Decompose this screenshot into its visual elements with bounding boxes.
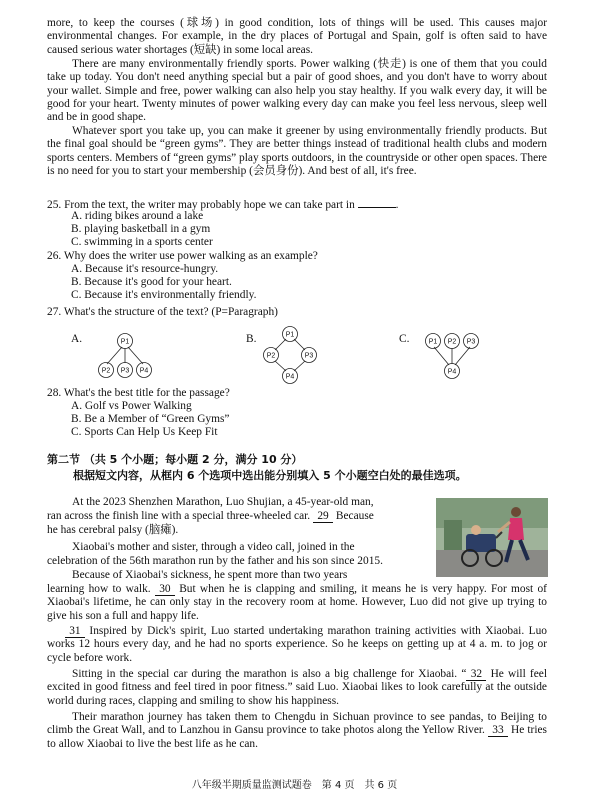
paragraph-green-gyms: Whatever sport you take up, you can make it greener by using environmentally friendly products. But the final goal should be “green gyms”. They are better things instead of traditional health clubs and modern sports centers. Members of “green gyms” play sports outdoors, in the countryside or other open spaces. There is no need for you to start your membership (会员身份). And best of all, it's free. [47, 125, 547, 177]
paragraph-power-walking: There are many environmentally friendly sports. Power walking (快走) is one of them that you could take up today. You don't need anything special but a pair of good shoes, and you don't have to worry about your wallet. Simple and free, power walking can also help you stay healthy. If you walk every day, it will be good for your heart. Twenty minutes of power walking every day can make you feel less nervous, sleep well and be in good shape. [47, 58, 547, 124]
blank-32: 32 [466, 669, 486, 681]
q28-option-b: B. Be a Member of “Green Gyms” [71, 413, 230, 425]
blank-33: 33 [488, 725, 508, 737]
passage-b-line-2 [47, 510, 430, 523]
diagram-b [264, 327, 317, 384]
passage-b-paragraph-3 [47, 583, 547, 623]
diagram-c [426, 334, 479, 379]
passage-b-p3b: But when he is clapping and smiling, it means he is very happy. For most of Xiaobai's lifetime, he can only stay in the recovery room at home. However, Luo did not give up trying to give his son a full and happy life. [47, 583, 547, 622]
q25-option-c: C. swimming in a sports center [71, 236, 213, 248]
diagram-a-label-p1: P1 [120, 338, 130, 346]
q25-option-b: B. playing basketball in a gym [71, 223, 211, 235]
passage-b-line-5: celebration of the 56th marathon run by the father and his son since 2015. [47, 555, 383, 567]
page-footer: 八年级半期质量监测试题卷 第 4 页 共 6 页 [191, 780, 398, 791]
paragraph-golf: more, to keep the courses (球场) in good condition, lots of things will be used. This causes major environmental changes. For example, in the dry places of Portugal and Spain, golf is often said to have caused serious water shortages (短缺) in some local areas. [47, 17, 547, 56]
passage-b-paragraph-6 [47, 711, 547, 751]
diagram-c-label-p2: P2 [447, 338, 457, 346]
passage-b-paragraph-4 [47, 625, 547, 665]
diagram-b-label-p1: P1 [285, 331, 295, 339]
passage-b-line-4: Xiaobai's mother and sister, through a video call, joined in the [72, 541, 355, 553]
question-26-stem: 26. Why does the writer use power walking as an example? [47, 250, 318, 262]
question-27-stem: 27. What's the structure of the text? (P=Paragraph) [47, 306, 278, 318]
q26-option-b: B. Because it's good for your heart. [71, 276, 232, 288]
question-28-stem: 28. What's the best title for the passage? [47, 387, 230, 399]
passage-b-paragraph-5 [47, 668, 547, 708]
blank-30: 30 [155, 584, 175, 596]
diagram-c-label-p3: P3 [466, 338, 476, 346]
q28-option-c: C. Sports Can Help Us Keep Fit [71, 426, 218, 438]
section-heading: 第二节 （共 5 个小题；每小题 2 分，满分 10 分） [47, 453, 303, 466]
q26-option-c: C. Because it's environmentally friendly. [71, 289, 257, 301]
question-25-stem: 25. From the text, the writer may probably hope we can take part in [47, 199, 355, 211]
question-25-end: . [395, 199, 399, 211]
q27-option-a-label: A. [71, 333, 83, 345]
blank-29: 29 [313, 511, 333, 523]
passage-b-p5a: Sitting in the special car during the marathon is also a big challenge for Xiaobai. “ [72, 668, 467, 680]
passage-b-p5b: He will feel excited in good fitness and feel tired in poor fitness.” said Luo. Xiaobai likes to look carefully at the outside world during races, clapping and smiling to show his happiness. [47, 668, 547, 707]
passage-b-line-6: Because of Xiaobai's sickness, he spent more than two years [72, 569, 348, 581]
passage-b-p4: Inspired by Dick's spirit, Luo started undertaking marathon training activities with Xiaobai. Luo works 12 hours every day, and he had no sports experience. So he keeps on getting up at 4 a. m. to jog or cycle before work. [47, 625, 547, 664]
diagram-a-label-p4: P4 [139, 367, 149, 375]
passage-b-p6b: He tries to allow Xiaobai to live the best life as he can. [47, 724, 547, 750]
section-instruction: 根据短文内容，从框内 6 个选项中选出能分别填入 5 个小题空白处的最佳选项。 [73, 469, 467, 482]
q27-option-b-label: B. [246, 333, 257, 345]
q25-option-a: A. riding bikes around a lake [71, 210, 204, 222]
diagram-b-label-p3: P3 [304, 352, 314, 360]
diagram-a-label-p3: P3 [120, 367, 130, 375]
passage-b-line-2b: Because [335, 510, 374, 522]
blank-31: 31 [65, 626, 85, 638]
passage-b-line-1: At the 2023 Shenzhen Marathon, Luo Shujian, a 45-year-old man, [72, 496, 374, 508]
marathon-photo [436, 498, 548, 577]
diagram-b-label-p4: P4 [285, 373, 295, 381]
passage-b-p3a: learning how to walk. [47, 583, 151, 595]
passage-b-line-2a: ran across the finish line with a special three-wheeled car. [47, 510, 311, 522]
diagram-b-label-p2: P2 [266, 352, 276, 360]
q26-option-a: A. Because it's resource-hungry. [71, 263, 219, 275]
q28-option-a: A. Golf vs Power Walking [71, 400, 192, 412]
passage-b-line-3: he has cerebral palsy (脑瘫). [47, 524, 179, 536]
passage-b-p6a: Their marathon journey has taken them to Chengdu in Sichuan province to see pandas, to Beijing to climb the Great Wall, and to Lanzhou in Gansu province to take photos along the Yellow River. [47, 711, 547, 737]
diagram-c-label-p4: P4 [447, 368, 457, 376]
q27-option-c-label: C. [399, 333, 410, 345]
diagram-c-label-p1: P1 [428, 338, 438, 346]
diagram-a [99, 334, 152, 378]
diagram-a-label-p2: P2 [101, 367, 111, 375]
